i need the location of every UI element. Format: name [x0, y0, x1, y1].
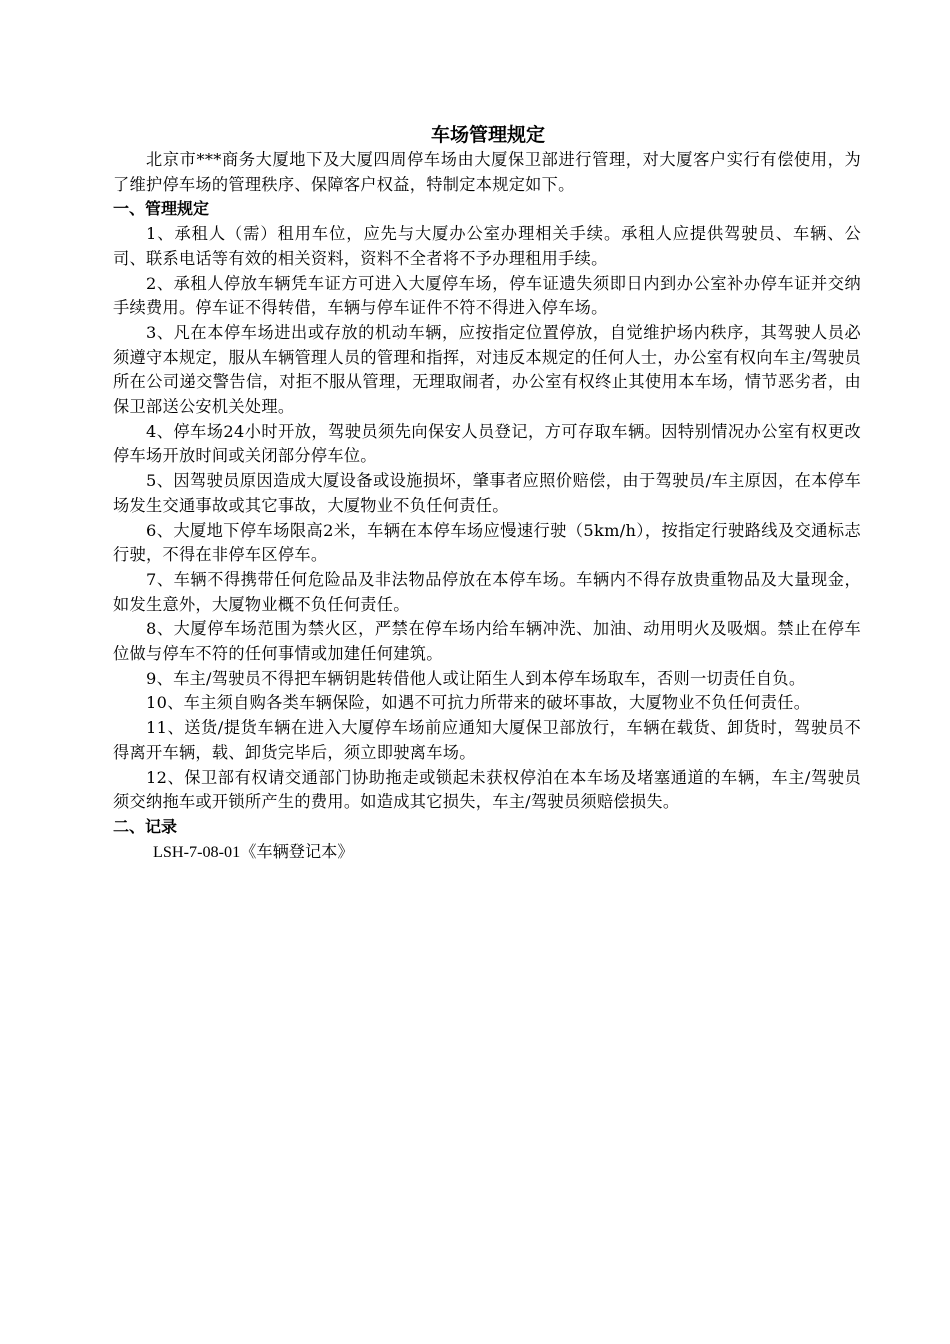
rule-item-12: 12、保卫部有权请交通部门协助拖走或锁起未获权停泊在本车场及堵塞通道的车辆，车主/驾驶员须交纳拖车或开锁所产生的费用。如造成其它损失，车主/驾驶员须赔偿损失。	[113, 767, 861, 812]
record-item: LSH-7-08-01《车辆登记本》	[153, 842, 354, 861]
section-heading-management-rules: 一、管理规定	[113, 199, 210, 219]
section-heading-records: 二、记录	[113, 816, 178, 836]
rule-item-3: 3、凡在本停车场进出或存放的机动车辆，应按指定位置停放，自觉维护场内秩序，其驾驶人员必须遵守本规定，服从车辆管理人员的管理和指挥，对违反本规定的任何人士，办公室有权向车主/驾驶员所在公司递交警告信，对拒不服从管理，无理取闹者，办公室有权终止其使用本车场，情节恶劣者，由保卫部送公安机关处理。	[113, 322, 861, 417]
rule-item-6: 6、大厦地下停车场限高2米，车辆在本停车场应慢速行驶（5km/h），按指定行驶路线及交通标志行驶，不得在非停车区停车。	[113, 520, 861, 565]
rule-item-5: 5、因驾驶员原因造成大厦设备或设施损坏，肇事者应照价赔偿，由于驾驶员/车主原因，在本停车场发生交通事故或其它事故，大厦物业不负任何责任。	[113, 471, 861, 515]
rule-item-7: 7、车辆不得携带任何危险品及非法物品停放在本停车场。车辆内不得存放贵重物品及大量现金，如发生意外，大厦物业概不负任何责任。	[113, 569, 861, 614]
rule-item-10: 10、车主须自购各类车辆保险，如遇不可抗力所带来的破坏事故，大厦物业不负任何责任。	[146, 693, 811, 713]
document-page	[113, 122, 861, 864]
rule-item-9: 9、车主/驾驶员不得把车辆钥匙转借他人或让陌生人到本停车场取车，否则一切责任自负。	[146, 668, 806, 688]
document-title: 车场管理规定	[430, 124, 545, 146]
rule-item-2: 2、承租人停放车辆凭车证方可进入大厦停车场，停车证遗失须即日内到办公室补办停车证并交纳手续费用。停车证不得转借，车辆与停车证件不符不得进入停车场。	[113, 273, 861, 318]
intro-paragraph: 北京市***商务大厦地下及大厦四周停车场由大厦保卫部进行管理，对大厦客户实行有偿使用，为了维护停车场的管理秩序、保障客户权益，特制定本规定如下。	[113, 150, 861, 194]
rule-item-1: 1、承租人（需）租用车位，应先与大厦办公室办理相关手续。承租人应提供驾驶员、车辆、公司、联系电话等有效的相关资料，资料不全者将不予办理租用手续。	[113, 224, 861, 268]
rule-item-8: 8、大厦停车场范围为禁火区，严禁在停车场内给车辆冲洗、加油、动用明火及吸烟。禁止在停车位做与停车不符的任何事情或加建任何建筑。	[113, 619, 861, 664]
rule-item-4: 4、停车场24小时开放，驾驶员须先向保安人员登记，方可存取车辆。因特别情况办公室有权更改停车场开放时间或关闭部分停车位。	[113, 421, 861, 466]
rule-item-11: 11、送货/提货车辆在进入大厦停车场前应通知大厦保卫部放行，车辆在载货、卸货时，驾驶员不得离开车辆，载、卸货完毕后，须立即驶离车场。	[113, 718, 861, 762]
